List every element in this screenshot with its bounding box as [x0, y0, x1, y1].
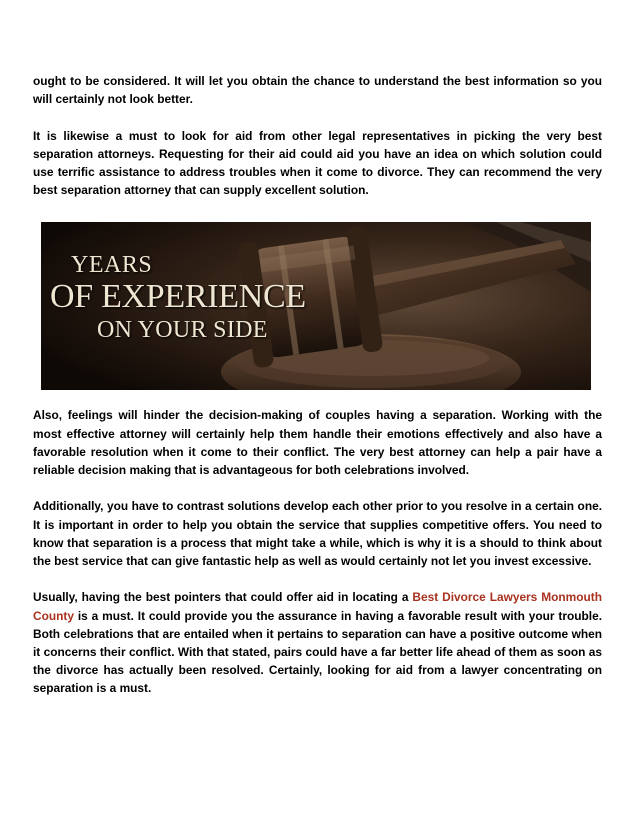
- paragraph-3: Also, feelings will hinder the decision-making of couples having a separation. Working with the most effective attorney will certainly help them handle their emotions effectively and also have a favorable resolution when it come to their conflict. The very best attorney can help a pair have a reliable decision making that is advantageous for both celebrations involved.: [33, 408, 602, 478]
- paragraph-5-text-before: Usually, having the best pointers that could offer aid in locating a: [33, 590, 413, 605]
- paragraph-4: Additionally, you have to contrast solutions develop each other prior to you resolve in a certain one. It is important in order to help you obtain the service that supplies competitive offers. You need to know that separation is a process that might take a while, which is why it is a should to think about the best service that can give fantastic help as well as would certainly not let you invest excessive.: [33, 499, 602, 569]
- paragraph-5-text-after: is a must. It could provide you the assurance in having a favorable result with your trouble. Both celebrations that are entailed when it pertains to separation can have a positive outcome when it concerns their conflict. With that stated, pairs could have a far better life ahead of them as soon as the divorce has actually been resolved. Certainly, looking for aid from a lawyer concentrating on separation is a must.: [33, 608, 602, 696]
- paragraph-1: ought to be considered. It will let you obtain the chance to understand the best information so you will certainly not look better.: [33, 74, 602, 107]
- paragraph-5: [33, 588, 602, 697]
- paragraph-2: It is likewise a must to look for aid from other legal representatives in picking the very best separation attorneys. Requesting for their aid could aid you have an idea on which solution could use terrific assistance to address troubles when it come to divorce. They can recommend the very best separation attorney that can supply excellent solution.: [33, 128, 602, 198]
- gavel-banner-image: [41, 222, 591, 390]
- document-page: [33, 72, 602, 698]
- banner-caption-experience: OF EXPERIENCE: [50, 278, 306, 316]
- best-divorce-lawyers-link[interactable]: Best Divorce Lawyers Monmouth County: [33, 590, 602, 623]
- banner-caption-your-side: ON YOUR SIDE: [97, 317, 268, 344]
- banner-caption-years: YEARS: [71, 252, 153, 279]
